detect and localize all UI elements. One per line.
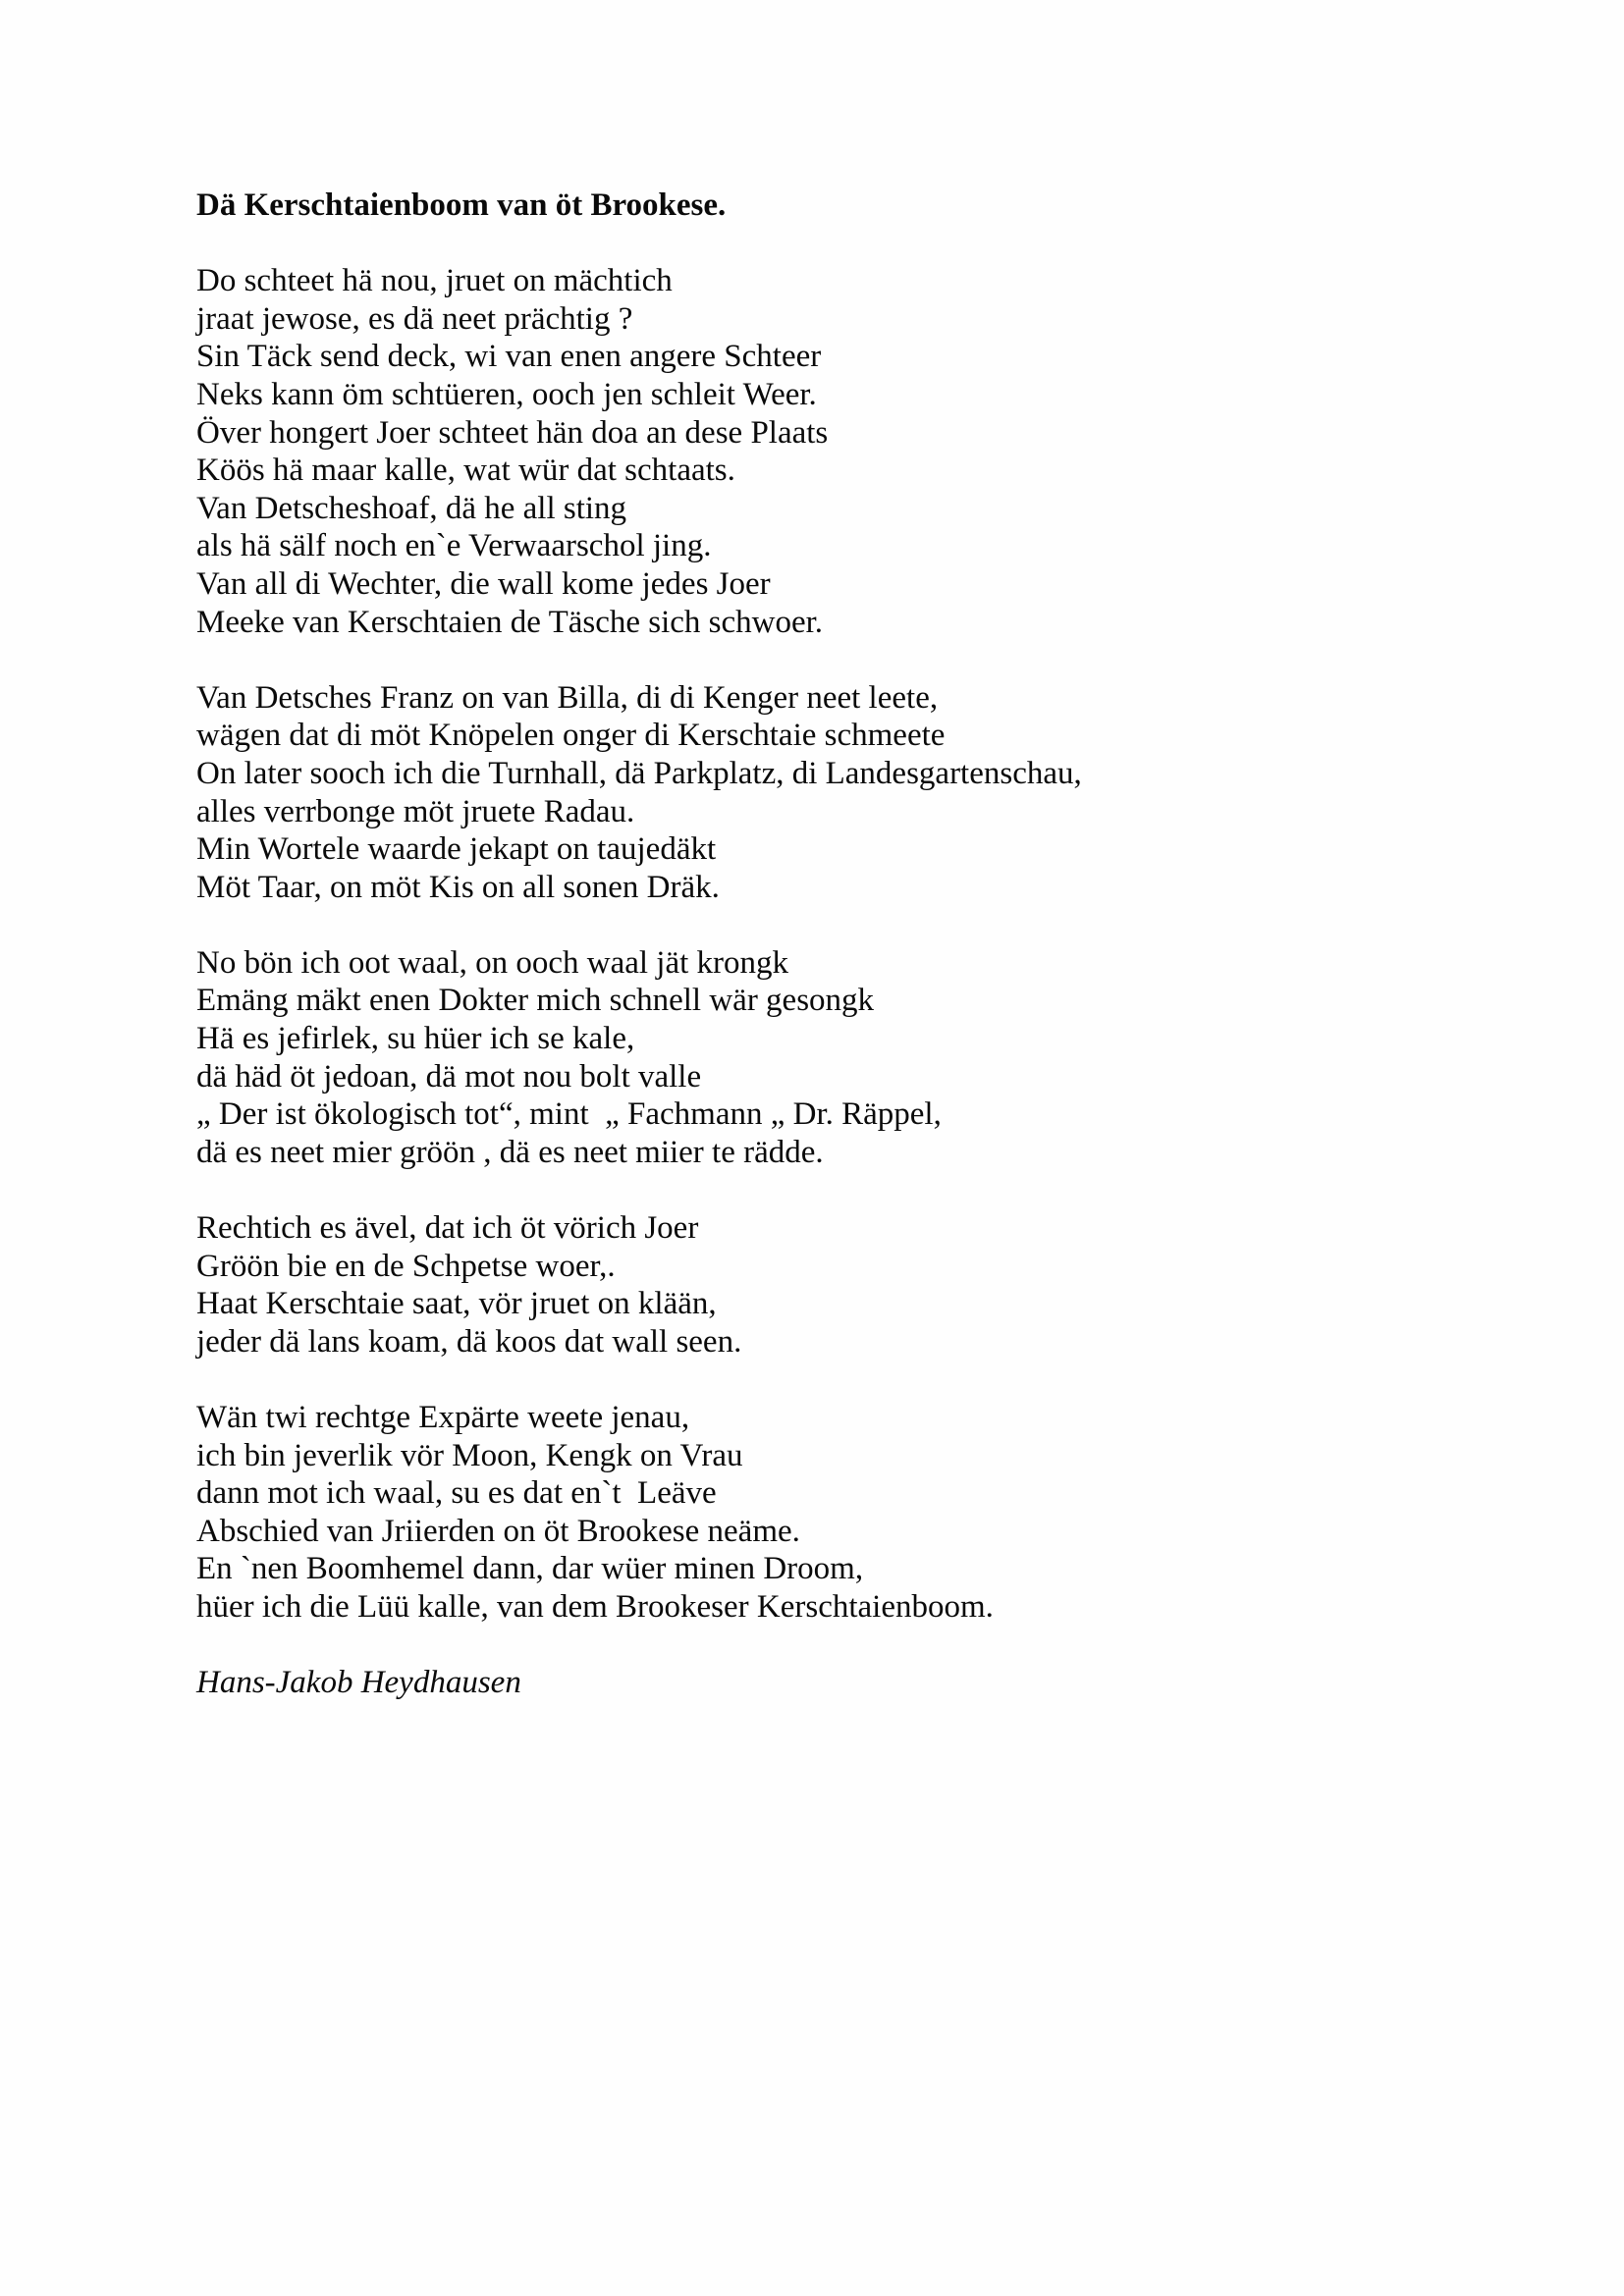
poem-line: „ Der ist ökologisch tot“, mint „ Fachmann „ Dr. Räppel, [196, 1096, 942, 1133]
poem-line: Köös hä maar kalle, wat wür dat schtaats. [196, 453, 735, 489]
poem-line: No bön ich oot waal, on ooch waal jät krongk [196, 944, 789, 981]
poem-text-block [196, 187, 1434, 1702]
poem-line: On later sooch ich die Turnhall, dä Parkplatz, di Landesgartenschau, [196, 755, 1082, 791]
poem-line: Meeke van Kerschtaien de Täsche sich schwoer. [196, 604, 824, 640]
poem-line: als hä sälf noch en`e Verwaarschol jing. [196, 528, 712, 564]
poem-line: Emäng mäkt enen Dokter mich schnell wär gesongk [196, 983, 875, 1019]
stanza-1 [196, 262, 1434, 641]
poem-line: Van all di Wechter, die wall kome jedes Joer [196, 565, 771, 602]
author-signature: Hans-Jakob Heydhausen [196, 1665, 521, 1701]
poem-line: Rechtich es ävel, dat ich öt vörich Joer [196, 1210, 699, 1247]
poem-line: Haat Kerschtaie saat, vör jruet on klään, [196, 1286, 717, 1322]
poem-line: Min Wortele waarde jekapt on taujedäkt [196, 831, 717, 868]
stanza-2 [196, 679, 1434, 907]
poem-line: dä häd öt jedoan, dä mot nou bolt valle [196, 1058, 702, 1095]
poem-line: Neks kann öm schtüeren, ooch jen schleit Weer. [196, 376, 817, 412]
poem-line: En `nen Boomhemel dann, dar wüer minen Droom, [196, 1551, 864, 1587]
poem-line: Van Detscheshoaf, dä he all sting [196, 490, 627, 526]
poem-line: hüer ich die Lüü kalle, van dem Brookeser Kerschtaienboom. [196, 1588, 994, 1625]
poem-line: dann mot ich waal, su es dat en`t Leäve [196, 1475, 717, 1512]
poem-line: Abschied van Jriierden on öt Brookese neäme. [196, 1513, 800, 1549]
poem-line: ich bin jeverlik vör Moon, Kengk on Vrau [196, 1437, 743, 1473]
poem-line: Wän twi rechtge Expärte weete jenau, [196, 1400, 690, 1435]
poem-line: jraat jewose, es dä neet prächtig ? [196, 300, 633, 337]
poem-line: Van Detsches Franz on van Billa, di di Kenger neet leete, [196, 679, 939, 716]
poem-line: Hä es jefirlek, su hüer ich se kale, [196, 1021, 635, 1057]
poem-line: Do schteet hä nou, jruet on mächtich [196, 263, 673, 299]
poem-line: Sin Täck send deck, wi van enen angere Schteer [196, 339, 822, 375]
poem-line: alles verrbonge möt jruete Radau. [196, 793, 635, 829]
poem-line: jeder dä lans koam, dä koos dat wall seen. [196, 1323, 742, 1360]
poem-line: Över hongert Joer schteet hän doa an dese Plaats [196, 414, 829, 451]
poem-line: Gröön bie en de Schpetse woer,. [196, 1248, 616, 1284]
poem-line: Möt Taar, on möt Kis on all sonen Dräk. [196, 869, 720, 905]
poem-title: Dä Kerschtaienboom van öt Brookese. [196, 187, 727, 223]
stanza-5 [196, 1399, 1434, 1627]
stanza-3 [196, 944, 1434, 1172]
stanza-4 [196, 1209, 1434, 1361]
poem-line: dä es neet mier gröön , dä es neet miier te rädde. [196, 1134, 824, 1170]
poem-line: wägen dat di möt Knöpelen onger di Kerschtaie schmeete [196, 718, 946, 754]
